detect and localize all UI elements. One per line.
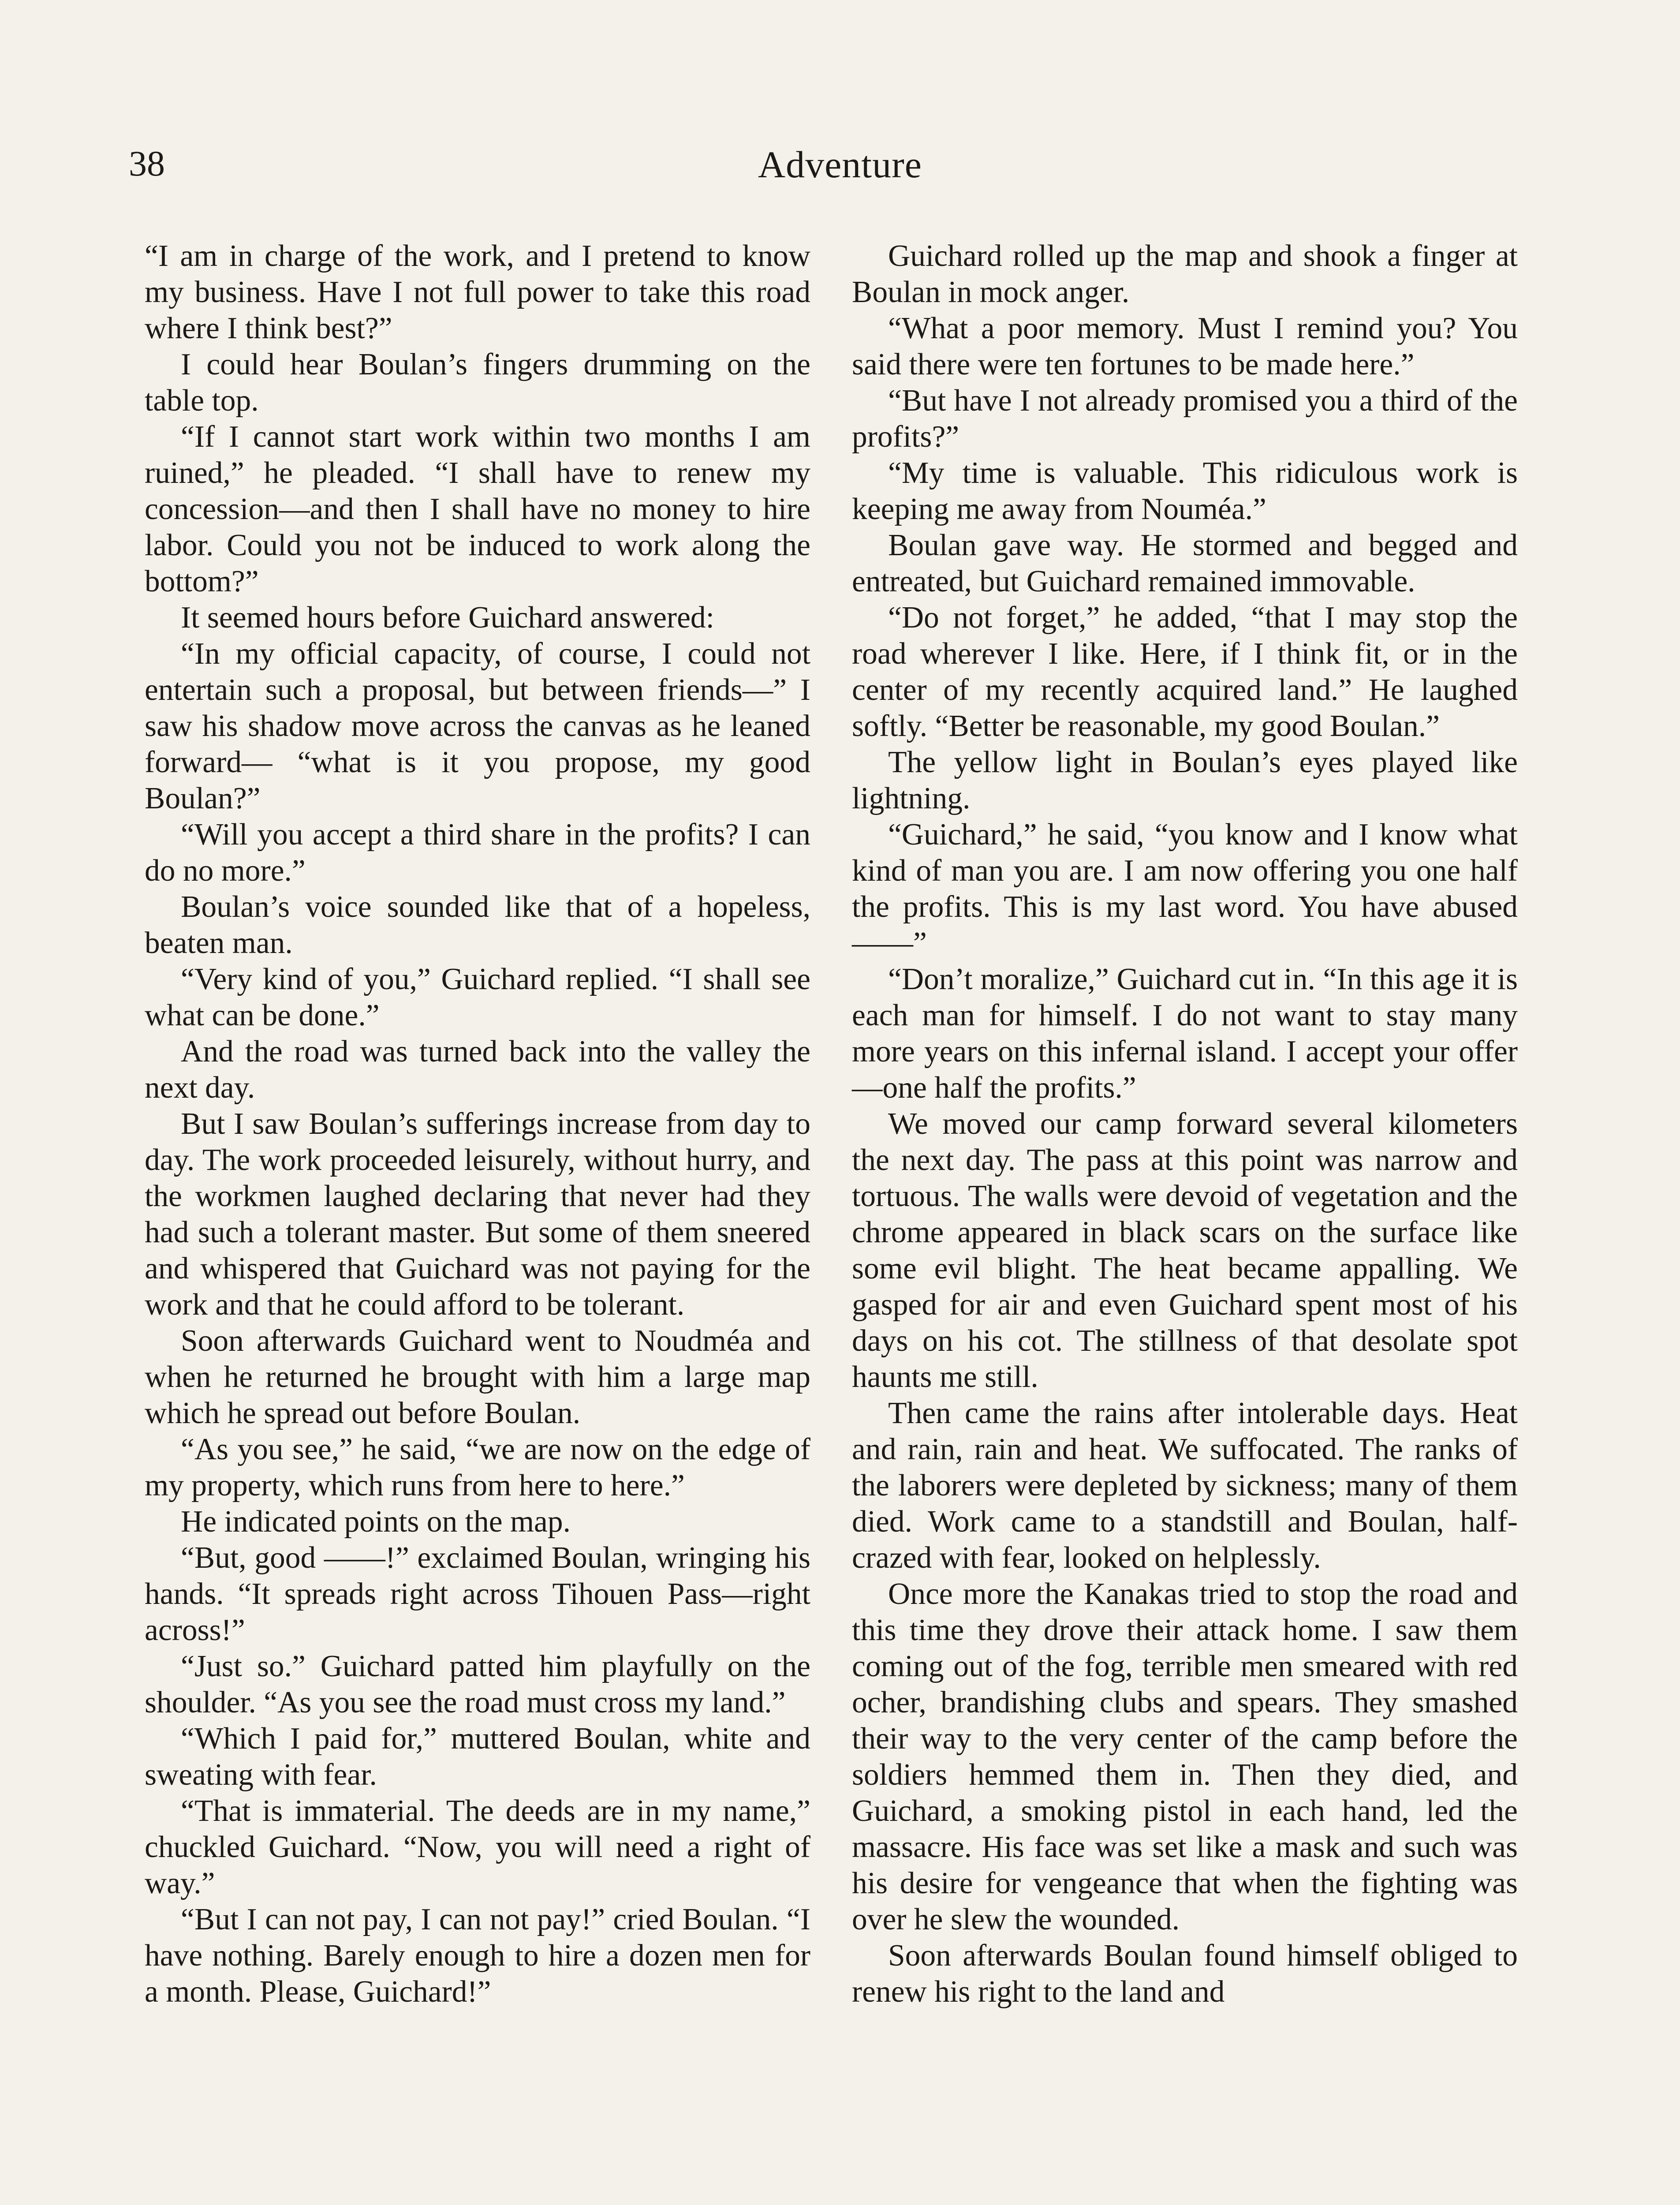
paragraph: “Which I paid for,” muttered Boulan, white and sweating with fear. [145, 1722, 810, 1792]
paragraph: And the road was turned back into the valley the next day. [145, 1035, 810, 1105]
paragraph: Boulan gave way. He stormed and begged and entreated, but Guichard remained immovable. [852, 528, 1518, 598]
paragraph: Then came the rains after intolerable days. Heat and rain, rain and heat. We suffocated. The ranks of the laborers were depleted by sickness; many of them died. Work came to a standstill and Boulan, half-crazed with fear, looked on helplessly. [852, 1396, 1518, 1575]
paragraph: “Very kind of you,” Guichard replied. “I shall see what can be done.” [145, 962, 810, 1032]
paragraph: But I saw Boulan’s sufferings increase from day to day. The work proceeded leisurely, without hurry, and the workmen laughed declaring that never had they had such a tolerant master. But some of them sneered and whispered that Guichard was not paying for the work and that he could afford to be tolerant. [145, 1107, 810, 1322]
paragraph: Once more the Kanakas tried to stop the road and this time they drove their attack home. I saw them coming out of the fog, terrible men smeared with red ocher, brandishing clubs and spears. They smashed their way to the very center of the camp before the soldiers hemmed them in. Then they died, and Guichard, a smoking pistol in each hand, led the massacre. His face was set like a mask and such was his desire for vengeance that when the fighting was over he slew the wounded. [852, 1577, 1518, 1936]
paragraph: “In my official capacity, of course, I could not entertain such a proposal, but between friends—” I saw his shadow move across the canvas as he leaned forward— “what is it you propose, my good Boulan?” [145, 637, 810, 815]
paragraph: We moved our camp forward several kilometers the next day. The pass at this point was narrow and tortuous. The walls were devoid of vegetation and the chrome appeared in black scars on the surface like some evil blight. The heat became appalling. We gasped for air and even Guichard spent most of his days on his cot. The stillness of that desolate spot haunts me still. [852, 1107, 1518, 1394]
paragraph: “But have I not already promised you a third of the profits?” [852, 384, 1518, 454]
paragraph: “I am in charge of the work, and I pretend to know my business. Have I not full power to take this road where I think best?” [145, 239, 810, 345]
paragraph: “Guichard,” he said, “you know and I know what kind of man you are. I am now offering you one half the profits. This is my last word. You have abused——” [852, 818, 1518, 960]
paragraph: Soon afterwards Guichard went to Noudméa and when he returned he brought with him a large map which he spread out before Boulan. [145, 1324, 810, 1430]
page-number: 38 [129, 143, 165, 183]
paragraph: “Don’t moralize,” Guichard cut in. “In this age it is each man for himself. I do not want to stay many more years on this infernal island. I accept your offer—one half the profits.” [852, 962, 1518, 1105]
paragraph: “If I cannot start work within two months I am ruined,” he pleaded. “I shall have to renew my concession—and then I shall have no money to hire labor. Could you not be induced to work along the bottom?” [145, 420, 810, 598]
paragraph: “What a poor memory. Must I remind you? You said there were ten fortunes to be made here.” [852, 311, 1518, 381]
paragraph: “As you see,” he said, “we are now on the edge of my property, which runs from here to here.” [145, 1432, 810, 1502]
running-title: Adventure [758, 143, 922, 186]
paragraph: It seemed hours before Guichard answered: [181, 601, 714, 635]
paragraph: “Do not forget,” he added, “that I may stop the road wherever I like. Here, if I think fit, or in the center of my recently acquired land.” He laughed softly. “Better be reasonable, my good Boulan.” [852, 601, 1518, 743]
paragraph: Soon afterwards Boulan found himself obliged to renew his right to the land and [852, 1939, 1518, 2009]
paragraph: “But, good ——!” exclaimed Boulan, wringing his hands. “It spreads right across Tihouen Pass—right across!” [145, 1541, 810, 1647]
paragraph: “Just so.” Guichard patted him playfully on the shoulder. “As you see the road must cross my land.” [145, 1649, 810, 1719]
paragraph: “But I can not pay, I can not pay!” cried Boulan. “I have nothing. Barely enough to hire a dozen men for a month. Please, Guichard!” [145, 1902, 810, 2009]
paragraph: “That is immaterial. The deeds are in my name,” chuckled Guichard. “Now, you will need a right of way.” [145, 1794, 810, 1900]
paragraph: Guichard rolled up the map and shook a finger at Boulan in mock anger. [852, 239, 1518, 309]
left-column [145, 238, 810, 2010]
right-column [852, 238, 1518, 2010]
paragraph: The yellow light in Boulan’s eyes played like lightning. [852, 745, 1518, 815]
paragraph: He indicated points on the map. [181, 1505, 571, 1539]
paragraph: Boulan’s voice sounded like that of a hopeless, beaten man. [145, 890, 810, 960]
paragraph: I could hear Boulan’s fingers drumming on the table top. [145, 348, 810, 418]
paragraph: “My time is valuable. This ridiculous work is keeping me away from Nouméa.” [852, 456, 1518, 526]
paragraph: “Will you accept a third share in the profits? I can do no more.” [145, 818, 810, 888]
